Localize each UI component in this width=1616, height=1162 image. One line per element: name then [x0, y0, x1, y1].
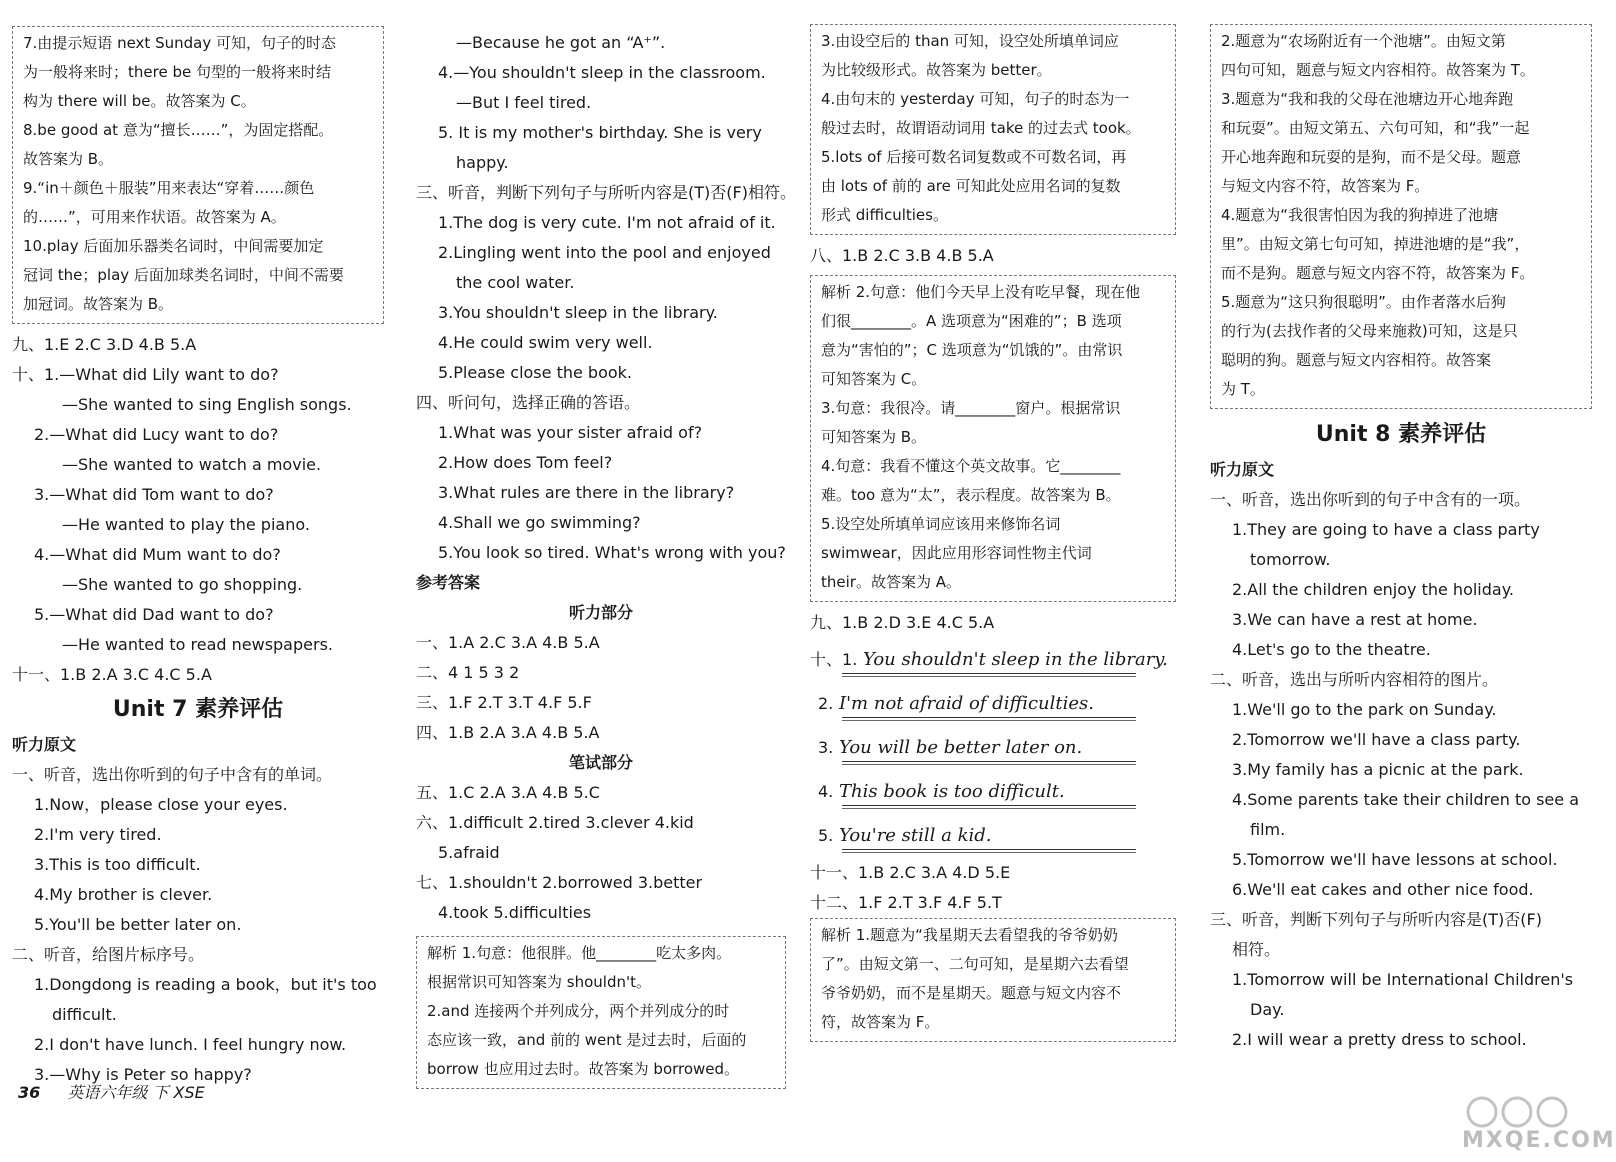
listening-part-title: 听力部分 — [568, 603, 633, 622]
writing-rule — [842, 720, 1136, 721]
handwritten-text: You will be better later on. — [839, 737, 1083, 758]
text-line: 1.The dog is very cute. I'm not afraid of it. — [438, 213, 776, 232]
text-line: 为比较级形式。故答案为 better。 — [821, 61, 1052, 79]
listening-text-title: 听力原文 — [12, 735, 77, 754]
text-line: 了”。由短文第一、二句可知，是星期六去看望 — [821, 955, 1129, 973]
writing-rule — [842, 849, 1136, 850]
analysis-box-c2 — [416, 936, 786, 1089]
text-line: their。故答案为 A。 — [821, 573, 961, 591]
text-line: tomorrow. — [1250, 550, 1331, 569]
listening-text-title: 听力原文 — [1210, 460, 1275, 479]
section-ten-label: 十、 — [810, 650, 843, 669]
text-line: 与短文内容不符，故答案为 F。 — [1221, 177, 1430, 195]
text-line: 5.—What did Dad want to do? — [34, 605, 274, 624]
text-line: —Because he got an “A⁺”. — [456, 33, 666, 52]
text-line: 可知答案为 B。 — [821, 428, 927, 446]
text-line: —He wanted to play the piano. — [62, 515, 310, 534]
column-1 — [12, 30, 384, 1090]
page-number: 36 — [18, 1083, 41, 1102]
text-line: 解析 1.题意为“我星期天去看望我的爷爷奶奶 — [821, 926, 1118, 944]
text-line: 1.They are going to have a class party — [1232, 520, 1540, 539]
watermark-logo — [1422, 1092, 1616, 1156]
text-line: 2.All the children enjoy the holiday. — [1232, 580, 1514, 599]
reference-answer-title: 参考答案 — [416, 573, 481, 592]
text-line: 冠词 the；play 后面加球类名词时，中间不需要 — [23, 266, 344, 284]
text-line: 相符。 — [1232, 940, 1281, 959]
text-line: 故答案为 B。 — [23, 150, 114, 168]
text-line: 8.be good at 意为“擅长……”，为固定搭配。 — [23, 121, 334, 139]
text-line: —She wanted to go shopping. — [62, 575, 303, 594]
text-line: 的行为(去找作者的父母来施救)可知，这是只 — [1221, 322, 1518, 340]
writing-part-title: 笔试部分 — [568, 753, 633, 772]
text-line: —But I feel tired. — [456, 93, 592, 112]
section-head: 二、听音，选出与所听内容相符的图片。 — [1210, 670, 1499, 689]
handwritten-answer — [810, 682, 1176, 726]
text-line: 1.Dongdong is reading a book，but it's too — [34, 975, 377, 994]
text-line: 四句可知，题意与短文内容相符。故答案为 T。 — [1221, 61, 1535, 79]
section-head: 一、听音，选出你听到的句子中含有的一项。 — [1210, 490, 1531, 509]
text-line: 5.题意为“这只狗很聪明”。由作者落水后狗 — [1221, 293, 1506, 311]
text-line: 4.句意：我看不懂这个英文故事。它________ — [821, 457, 1121, 475]
text-line: 构为 there will be。故答案为 C。 — [23, 92, 256, 110]
handwritten-text: You're still a kid. — [839, 825, 992, 846]
writing-rule — [842, 717, 1136, 718]
text-line: 的……”，可用来作状语。故答案为 A。 — [23, 208, 286, 226]
column-3 — [810, 28, 1176, 1048]
text-line: 4.题意为“我很害怕因为我的狗掉进了池塘 — [1221, 206, 1499, 224]
text-line: 5.lots of 后接可数名词复数或不可数名词，再 — [821, 148, 1127, 166]
text-line: the cool water. — [456, 273, 575, 292]
book-info: 英语六年级 下 XSE — [67, 1083, 205, 1102]
text-line: 5.Tomorrow we'll have lessons at school. — [1232, 850, 1558, 869]
text-line: 2.I'm very tired. — [34, 825, 162, 844]
text-line: 加冠词。故答案为 B。 — [23, 295, 174, 313]
text-line: 4.由句末的 yesterday 可知，句子的时态为一 — [821, 90, 1130, 108]
text-line: 2.I will wear a pretty dress to school. — [1232, 1030, 1527, 1049]
section-ten-head: 十、1.—What did Lily want to do? — [12, 365, 279, 384]
answer-line: 4.took 5.difficulties — [438, 903, 592, 922]
text-line: 由 lots of 前的 are 可知此处应用名词的复数 — [821, 177, 1121, 195]
column-4 — [1210, 28, 1592, 1055]
section-head: 三、听音，判断下列句子与所听内容是(T)否(F) — [1210, 910, 1542, 929]
text-line: 4.Shall we go swimming? — [438, 513, 641, 532]
text-line: 解析 2.句意：他们今天早上没有吃早餐，现在他 — [821, 283, 1141, 301]
text-line: 符，故答案为 F。 — [821, 1013, 940, 1031]
answer-line: 三、1.F 2.T 3.T 4.F 5.F — [416, 693, 592, 712]
answer-line: 二、4 1 5 3 2 — [416, 663, 520, 682]
text-line: 5.Please close the book. — [438, 363, 632, 382]
text-line: 4.Let's go to the theatre. — [1232, 640, 1431, 659]
text-line: 解析 1.句意：他很胖。他________吃太多肉。 — [427, 944, 732, 962]
text-line: 1.Tomorrow will be International Children's — [1232, 970, 1574, 989]
text-line: 5.设空处所填单词应该用来修饰名词 — [821, 515, 1061, 533]
answer-line-eleven: 十一、1.B 2.C 3.A 4.D 5.E — [810, 863, 1011, 882]
text-line: 根据常识可知答案为 shouldn't。 — [427, 973, 651, 991]
text-line: happy. — [456, 153, 509, 172]
text-line: 4.He could swim very well. — [438, 333, 653, 352]
writing-rule — [842, 673, 1136, 674]
text-line: 4.—You shouldn't sleep in the classroom. — [438, 63, 766, 82]
text-line: difficult. — [52, 1005, 117, 1024]
handwritten-text: This book is too difficult. — [839, 781, 1065, 802]
text-line: 3.What rules are there in the library? — [438, 483, 735, 502]
answer-line-nine: 九、1.B 2.D 3.E 4.C 5.A — [810, 613, 995, 632]
text-line: 4.—What did Mum want to do? — [34, 545, 281, 564]
analysis-box-c1 — [12, 26, 384, 324]
text-line: borrow 也应用过去时。故答案为 borrowed。 — [427, 1060, 740, 1078]
text-line: 意为“害怕的”；C 选项意为“饥饿的”。由常识 — [821, 341, 1123, 359]
text-line: 2.—What did Lucy want to do? — [34, 425, 279, 444]
answer-number: 1. — [842, 650, 858, 669]
text-line: 1.What was your sister afraid of? — [438, 423, 703, 442]
handwritten-text: You shouldn't sleep in the library. — [863, 649, 1168, 670]
text-line: 可知答案为 C。 — [821, 370, 927, 388]
text-line: 2.and 连接两个并列成分，两个并列成分的时 — [427, 1002, 730, 1020]
section-head: 三、听音，判断下列句子与所听内容是(T)否(F)相符。 — [416, 183, 796, 202]
text-line: 般过去时，故谓语动词用 take 的过去式 took。 — [821, 119, 1141, 137]
text-line: 1.We'll go to the park on Sunday. — [1232, 700, 1497, 719]
column-2 — [416, 28, 796, 1095]
text-line: —She wanted to sing English songs. — [62, 395, 352, 414]
text-line: 2.I don't have lunch. I feel hungry now. — [34, 1035, 347, 1054]
unit8-title: Unit 8 素养评估 — [1315, 422, 1487, 447]
text-line: 开心地奔跑和玩耍的是狗，而不是父母。题意 — [1221, 148, 1522, 166]
section-head: 二、听音，给图片标序号。 — [12, 945, 205, 964]
text-line: 里”。由短文第七句可知，掉进池塘的是“我”， — [1221, 235, 1530, 253]
text-line: 难。too 意为“太”，表示程度。故答案为 B。 — [821, 486, 1121, 504]
text-line: 5. It is my mother's birthday. She is very — [438, 123, 762, 142]
page-footer — [18, 1080, 205, 1103]
writing-rule — [842, 808, 1136, 809]
text-line: Day. — [1250, 1000, 1285, 1019]
text-line: 形式 difficulties。 — [821, 206, 948, 224]
text-line: 为一般将来时；there be 句型的一般将来时结 — [23, 63, 331, 81]
answer-line: 六、1.difficult 2.tired 3.clever 4.kid — [416, 813, 694, 832]
answer-line: 五、1.C 2.A 3.A 4.B 5.C — [416, 783, 600, 802]
answer-line-twelve: 十二、1.F 2.T 3.F 4.F 5.T — [810, 893, 1002, 912]
text-line: —He wanted to read newspapers. — [62, 635, 333, 654]
answer-line: 一、1.A 2.C 3.A 4.B 5.A — [416, 633, 600, 652]
answer-line-nine: 九、1.E 2.C 3.D 4.B 5.A — [12, 335, 197, 354]
text-line: 6.We'll eat cakes and other nice food. — [1232, 880, 1534, 899]
text-line: 爷爷奶奶，而不是星期天。题意与短文内容不 — [821, 984, 1122, 1002]
text-line: 态应该一致，and 前的 went 是过去时，后面的 — [427, 1031, 747, 1049]
text-line: 2.Tomorrow we'll have a class party. — [1232, 730, 1521, 749]
answer-number: 5. — [818, 826, 834, 845]
text-line: 3.My family has a picnic at the park. — [1232, 760, 1524, 779]
handwritten-answer — [810, 638, 1176, 682]
unit7-title: Unit 7 素养评估 — [112, 697, 284, 722]
section-head: 一、听音，选出你听到的句子中含有的单词。 — [12, 765, 333, 784]
text-line: 10.play 后面加乐器类名词时，中间需要加定 — [23, 237, 324, 255]
text-line: 5.You look so tired. What's wrong with you? — [438, 543, 786, 562]
text-line: 而不是狗。题意与短文内容不符，故答案为 F。 — [1221, 264, 1535, 282]
text-line: 2.题意为“农场附近有一个池塘”。由短文第 — [1221, 32, 1506, 50]
answer-number: 2. — [818, 694, 834, 713]
analysis-box-c3-b — [810, 275, 1176, 602]
answer-number: 3. — [818, 738, 834, 757]
analysis-box-c3-a — [810, 24, 1176, 235]
writing-rule — [842, 764, 1136, 765]
answer-number: 4. — [818, 782, 834, 801]
writing-rule — [842, 805, 1136, 806]
answer-line-eight: 八、1.B 2.C 3.B 4.B 5.A — [810, 246, 994, 265]
text-line: 3.由设空后的 than 可知，设空处所填单词应 — [821, 32, 1119, 50]
answer-line: 5.afraid — [438, 843, 500, 862]
handwritten-text: I'm not afraid of difficulties. — [839, 693, 1095, 714]
answer-line: 七、1.shouldn't 2.borrowed 3.better — [416, 873, 703, 892]
text-line: 3.You shouldn't sleep in the library. — [438, 303, 718, 322]
answer-line: 四、1.B 2.A 3.A 4.B 5.A — [416, 723, 600, 742]
writing-rule — [842, 852, 1136, 853]
text-line: 3.We can have a rest at home. — [1232, 610, 1478, 629]
text-line: 聪明的狗。题意与短文内容相符。故答案 — [1221, 351, 1492, 369]
text-line: 为 T。 — [1221, 380, 1265, 398]
handwritten-answer — [810, 770, 1176, 814]
analysis-box-c4 — [1210, 24, 1592, 409]
writing-rule — [842, 761, 1136, 762]
text-line: 4.My brother is clever. — [34, 885, 213, 904]
text-line: 4.Some parents take their children to see a — [1232, 790, 1580, 809]
text-line: 3.This is too difficult. — [34, 855, 201, 874]
text-line: 3.—What did Tom want to do? — [34, 485, 274, 504]
section-head: 四、听问句，选择正确的答语。 — [416, 393, 641, 412]
handwritten-answer — [810, 814, 1176, 858]
analysis-box-c3-c — [810, 918, 1176, 1042]
text-line: —She wanted to watch a movie. — [62, 455, 322, 474]
text-line: 5.You'll be better later on. — [34, 915, 242, 934]
text-line: swimwear，因此应用形容词性物主代词 — [821, 544, 1092, 562]
text-line: 1.Now，please close your eyes. — [34, 795, 288, 814]
text-line: 7.由提示短语 next Sunday 可知，句子的时态 — [23, 34, 336, 52]
text-line: 3.—Why is Peter so happy? — [34, 1065, 252, 1084]
text-line: 3.句意：我很冷。请________窗户。根据常识 — [821, 399, 1121, 417]
text-line: 2.How does Tom feel? — [438, 453, 613, 472]
text-line: 和玩耍”。由短文第五、六句可知，和“我”一起 — [1221, 119, 1530, 137]
writing-rule — [842, 676, 1136, 677]
text-line: 2.Lingling went into the pool and enjoyed — [438, 243, 771, 262]
watermark-text: MXQE.COM — [1462, 1128, 1616, 1153]
text-line: 9.“in＋颜色＋服装”用来表达“穿着……颜色 — [23, 179, 315, 197]
text-line: 们很________。A 选项意为“困难的”；B 选项 — [821, 312, 1122, 330]
answer-line-eleven: 十一、1.B 2.A 3.C 4.C 5.A — [12, 665, 212, 684]
handwritten-answer — [810, 726, 1176, 770]
text-line: film. — [1250, 820, 1286, 839]
text-line: 3.题意为“我和我的父母在池塘边开心地奔跑 — [1221, 90, 1514, 108]
